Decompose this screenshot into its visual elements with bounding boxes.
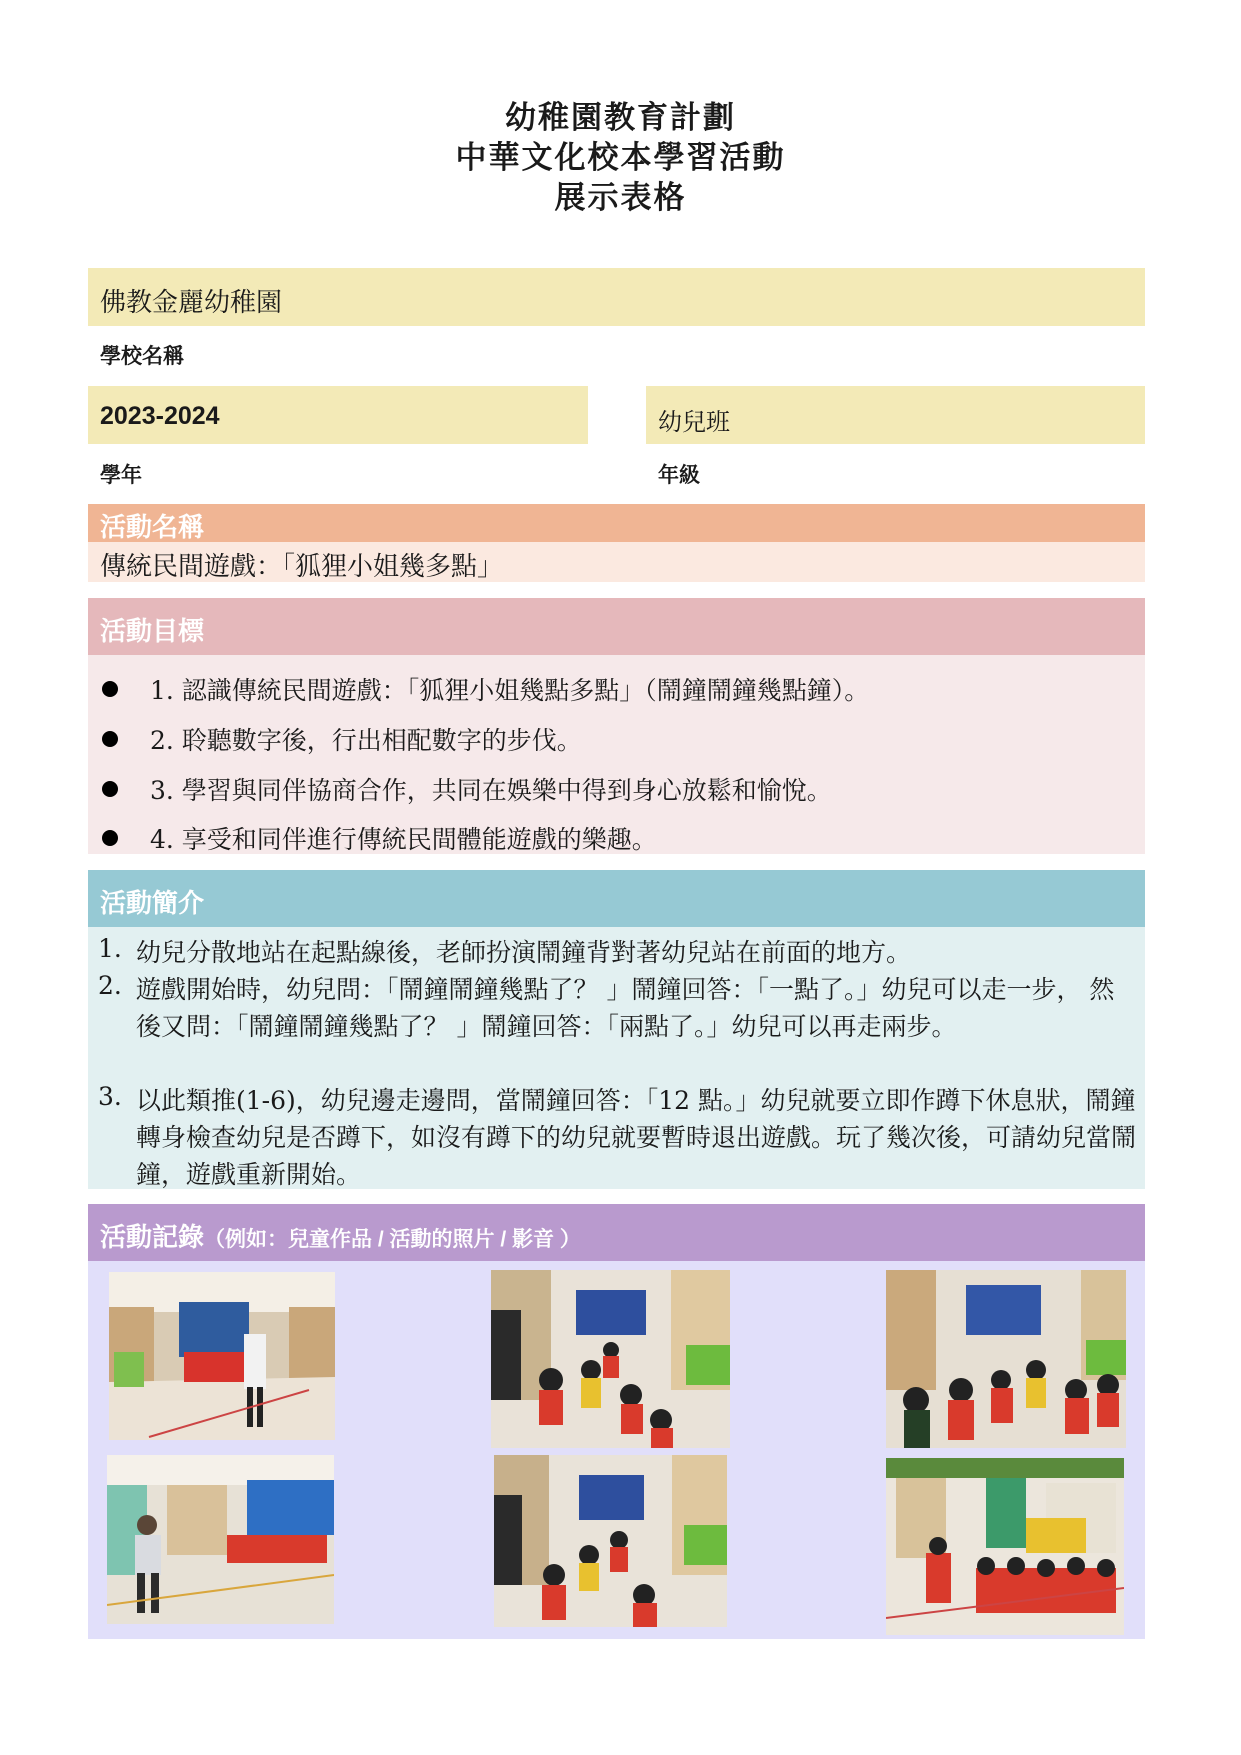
records-heading-subtitle: （例如：兒童作品 / 活動的照片 / 影音 ） [204, 1228, 581, 1251]
photo-children-corridor-2[interactable] [494, 1455, 727, 1627]
bullet-icon [102, 731, 118, 747]
photo-image [491, 1270, 730, 1448]
objective-item: 1. 認識傳統民間遊戲：「狐狸小姐幾點多點」（鬧鐘鬧鐘幾點鐘）。 [88, 671, 1145, 711]
bullet-icon [102, 681, 118, 697]
activity-name-field[interactable]: 傳統民間遊戲：「狐狸小姐幾多點」 [88, 542, 1145, 582]
introduction-heading: 活動簡介 [88, 870, 1145, 927]
photo-image [886, 1270, 1126, 1448]
photo-teacher-bending[interactable] [107, 1455, 334, 1624]
objectives-list [88, 655, 1145, 854]
photo-children-group-1[interactable] [886, 1270, 1126, 1448]
records-heading [88, 1204, 1145, 1261]
school-name-field[interactable]: 佛教金麗幼稚園 [88, 268, 1145, 326]
objectives-heading: 活動目標 [88, 598, 1145, 655]
photo-image [886, 1458, 1124, 1635]
photo-children-corridor-1[interactable] [491, 1270, 730, 1448]
records-heading-title: 活動記錄 [100, 1222, 205, 1252]
title-line-2: 中華文化校本學習活動 [455, 140, 786, 175]
photo-teacher-children-line[interactable] [109, 1272, 335, 1440]
grade-field[interactable]: 幼兒班 [646, 386, 1145, 444]
grade-label: 年級 [658, 464, 700, 487]
title-line-1: 幼稚園教育計劃 [505, 100, 736, 135]
title-line-3: 展示表格 [554, 180, 687, 215]
school-name-label: 學校名稱 [100, 345, 184, 368]
document-title [0, 98, 1241, 218]
objective-item: 4. 享受和同伴進行傳統民間體能遊戲的樂趣。 [88, 820, 1145, 860]
activity-name-heading: 活動名稱 [88, 504, 1145, 542]
introduction-list: 1. 幼兒分散地站在起點線後，老師扮演鬧鐘背對著幼兒站在前面的地方。 2. 遊戲開始時，幼兒問：「鬧鐘鬧鐘幾點了？ 」鬧鐘回答：「一點了。」幼兒可以走一步， 然後又問：「鬧鐘鬧鐘幾點了？ 」鬧鐘回答：「兩點了。」幼兒可以再走兩步。 3. 以此類推(1-6)，幼兒邊走邊問，當鬧鐘回答：「12 點。」幼兒就要立即作蹲下休息狀，鬧鐘轉身檢查幼兒是否蹲下，如沒有蹲下的幼兒就要暫時退出遊戲。玩了幾次後，可請幼兒當鬧鐘，遊戲重新開始。 [88, 927, 1145, 1189]
bullet-icon [102, 830, 118, 846]
school-year-field[interactable]: 2023-2024 [88, 386, 588, 444]
photo-image [109, 1272, 335, 1440]
objective-item: 2. 聆聽數字後，行出相配數字的步伐。 [88, 721, 1145, 761]
photo-image [494, 1455, 727, 1627]
photo-children-squatting[interactable] [886, 1458, 1124, 1635]
bullet-icon [102, 781, 118, 797]
objective-item: 3. 學習與同伴協商合作，共同在娛樂中得到身心放鬆和愉悅。 [88, 771, 1145, 811]
photo-image [107, 1455, 334, 1624]
school-year-label: 學年 [100, 464, 142, 487]
